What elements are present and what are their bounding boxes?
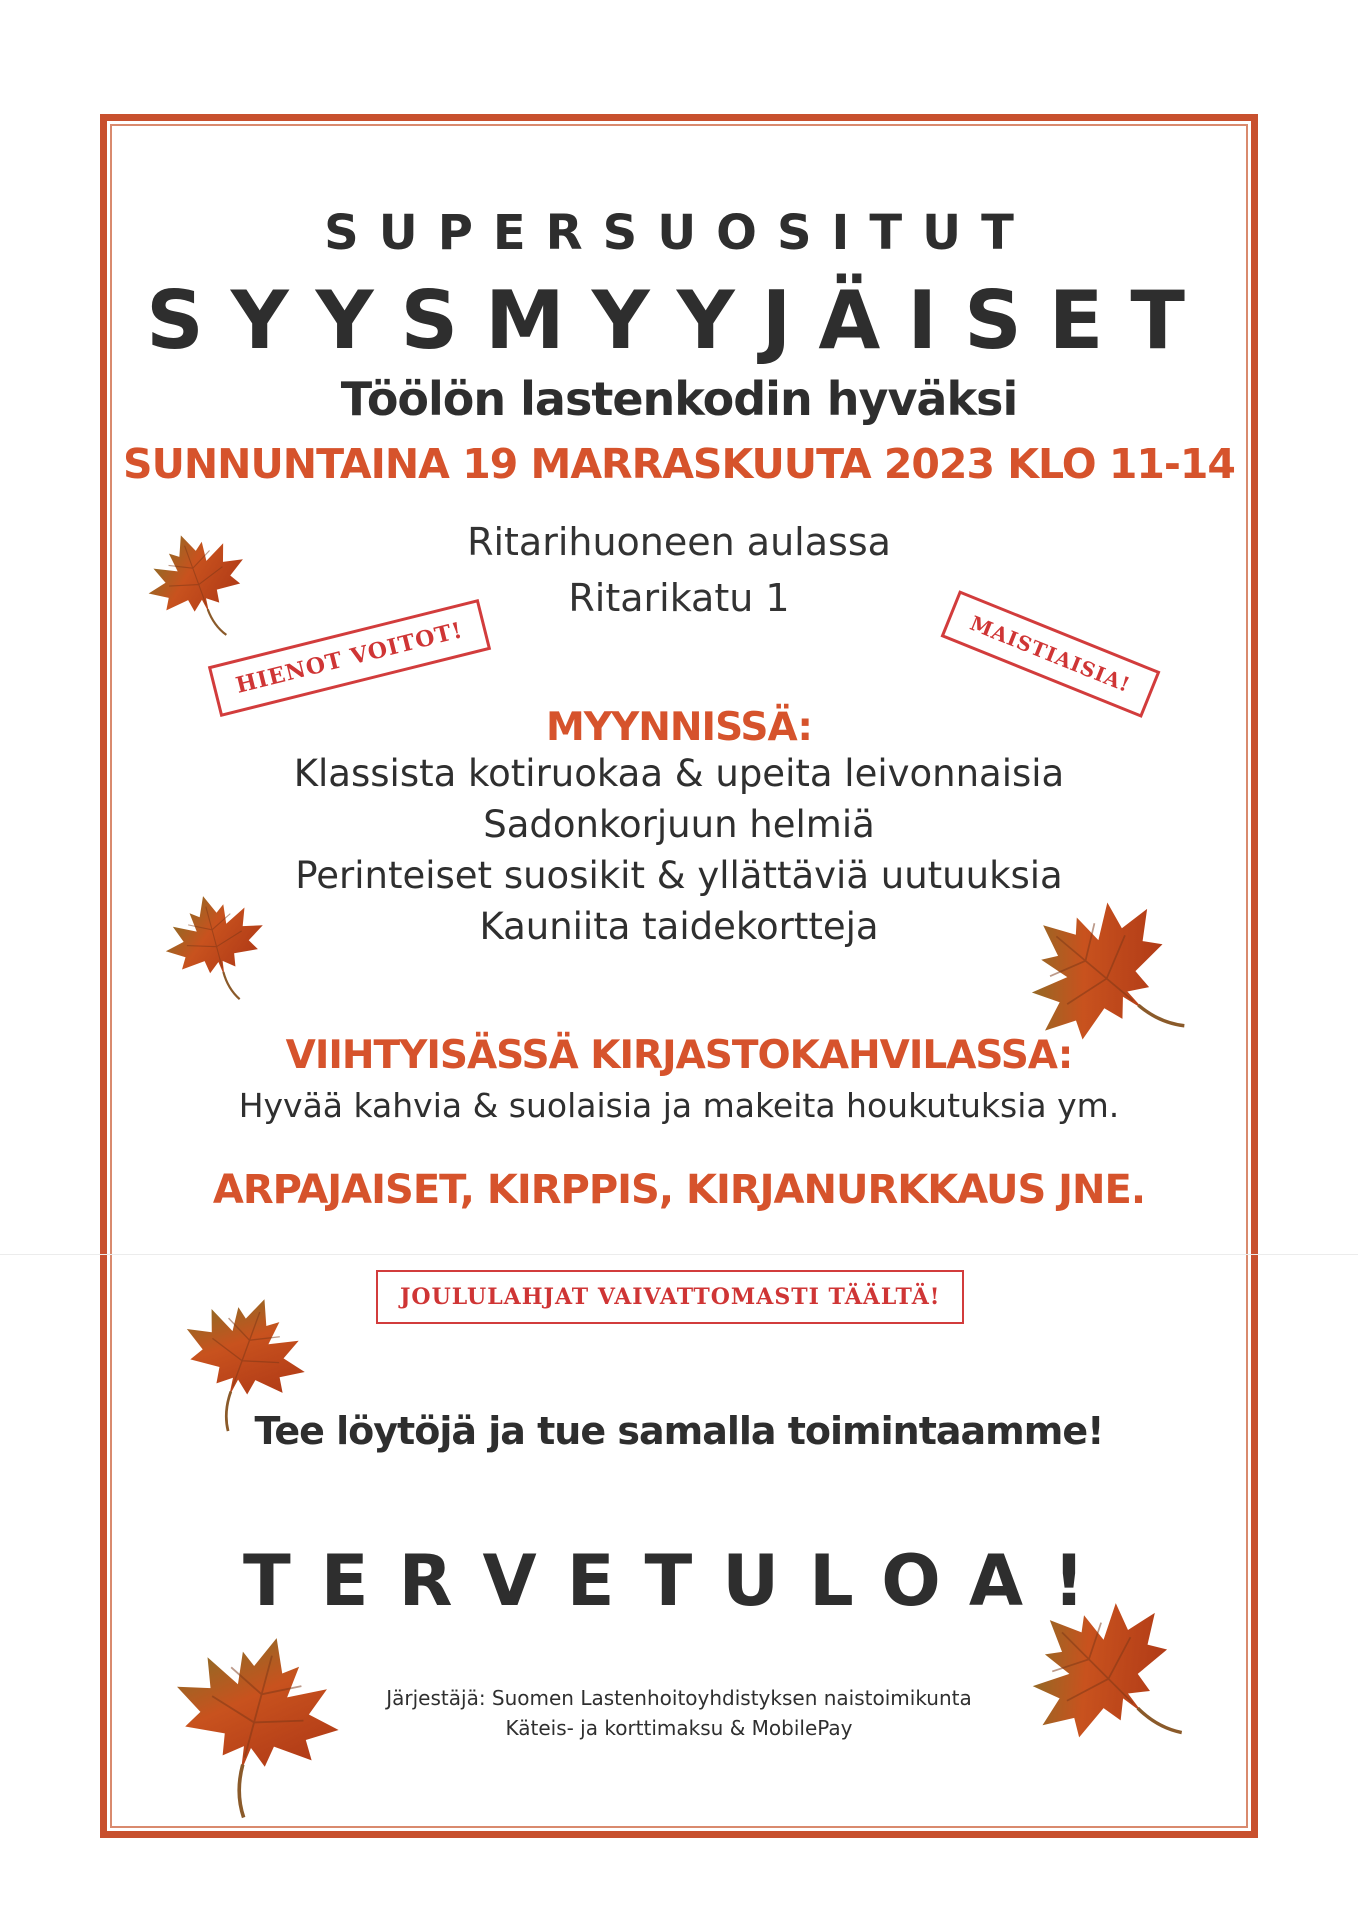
- call-to-action: Tee löytöjä ja tue samalla toimintaamme!: [254, 1409, 1104, 1453]
- fold-line: [0, 1254, 1358, 1255]
- cafe-heading: VIIHTYISÄSSÄ KIRJASTOKAHVILASSA:: [285, 1033, 1073, 1078]
- sale-item: Kauniita taidekortteja: [479, 905, 879, 948]
- sale-item: Klassista kotiruokaa & upeita leivonnaisia: [293, 752, 1065, 795]
- organizer-text: Järjestäjä: Suomen Lastenhoitoyhdistyksen naistoimikunta: [386, 1686, 972, 1710]
- extras-heading: ARPAJAISET, KIRPPIS, KIRJANURKKAUS JNE.: [212, 1167, 1146, 1213]
- venue: Ritarihuoneen aulassa: [467, 520, 891, 564]
- event-date: SUNNUNTAINA 19 MARRASKUUTA 2023 KLO 11-14: [123, 440, 1235, 488]
- sale-heading: MYYNNISSÄ:: [545, 705, 812, 750]
- subtitle: Töölön lastenkodin hyväksi: [340, 372, 1018, 426]
- tasting-stamp: MAISTIAISIA!: [941, 590, 1161, 718]
- sale-item: Sadonkorjuun helmiä: [483, 803, 875, 846]
- kicker-heading: SUPERSUOSITUT: [324, 205, 1034, 261]
- cafe-text: Hyvää kahvia & suolaisia ja makeita houkutuksia ym.: [238, 1086, 1120, 1125]
- page-title: SYYSMYYJÄISET: [146, 274, 1212, 367]
- sale-item: Perinteiset suosikit & yllättäviä uutuuksia: [295, 854, 1063, 897]
- address: Ritarikatu 1: [568, 576, 790, 620]
- welcome-heading: TERVETULOA!: [243, 1540, 1115, 1622]
- prizes-stamp: HIENOT VOITOT!: [208, 599, 491, 717]
- payment-text: Käteis- ja korttimaksu & MobilePay: [505, 1716, 853, 1740]
- gifts-stamp: JOULULAHJAT VAIVATTOMASTI TÄÄLTÄ!: [376, 1270, 964, 1324]
